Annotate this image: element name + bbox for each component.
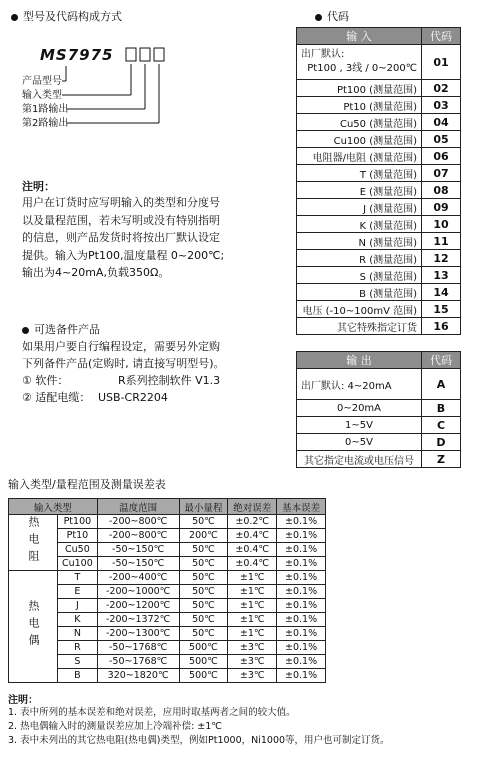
bullet-icon	[315, 14, 322, 21]
input-label: N (测量范围)	[297, 233, 422, 250]
model-label: 第1路输出	[22, 104, 69, 115]
input-code: 14	[422, 284, 461, 301]
output-row	[297, 417, 461, 434]
error-cell: ±3℃	[228, 641, 277, 655]
input-code: 11	[422, 233, 461, 250]
error-cell: 50℃	[179, 585, 228, 599]
output-row	[297, 434, 461, 451]
input-row	[297, 233, 461, 250]
input-code: 03	[422, 97, 461, 114]
error-table-title: 输入类型/量程范围及测量误差表	[8, 478, 166, 491]
output-code: C	[422, 417, 461, 434]
input-code: 08	[422, 182, 461, 199]
error-cell: ±0.1%	[277, 529, 326, 543]
input-row	[297, 165, 461, 182]
output-row	[297, 400, 461, 417]
note-line: 提供。输入为Pt100,温度量程 0~200℃;	[22, 248, 225, 262]
error-table	[8, 498, 326, 683]
error-cell: ±0.4℃	[228, 529, 277, 543]
input-row	[297, 267, 461, 284]
error-cell: 500℃	[179, 641, 228, 655]
error-cell: ±1℃	[228, 571, 277, 585]
input-label: 电阻器/电阻 (测量范围)	[297, 148, 422, 165]
error-cell: -50~1768℃	[97, 655, 179, 669]
input-code: 07	[422, 165, 461, 182]
error-cell: B	[58, 669, 98, 683]
error-cell: ±0.4℃	[228, 557, 277, 571]
output-code: D	[422, 434, 461, 451]
input-row	[297, 114, 461, 131]
error-cell: -200~1372℃	[97, 613, 179, 627]
output-label: 0~5V	[297, 434, 422, 451]
input-label: E (测量范围)	[297, 182, 422, 199]
error-cell: Pt10	[58, 529, 98, 543]
error-cell: 50℃	[179, 599, 228, 613]
input-code: 16	[422, 318, 461, 335]
error-group-label: 热电阻	[9, 515, 58, 571]
note-line: 的信息，则产品发货时将按出厂默认设定	[22, 231, 220, 244]
output-label: 0~20mA	[297, 400, 422, 417]
error-cell: ±0.1%	[277, 543, 326, 557]
error-cell: ±0.1%	[277, 627, 326, 641]
output-label: 1~5V	[297, 417, 422, 434]
input-row	[297, 318, 461, 335]
output-code: Z	[422, 451, 461, 468]
error-header: 输入类型	[9, 499, 98, 515]
error-cell: ±0.2℃	[228, 515, 277, 529]
input-header: 输 入	[297, 28, 422, 45]
error-cell: 50℃	[179, 543, 228, 557]
model-label: 第2路输出	[22, 118, 69, 129]
note-line: 用户在订货时应写明输入的类型和分度号	[22, 196, 220, 209]
footnote-line: 3. 表中未列出的其它热电阻(热电偶)类型，例如Pt1000，Ni1000等，用户也可制定订货。	[8, 735, 390, 746]
options-line: 如果用户要自行编程设定，需要另外定购	[22, 340, 220, 353]
input-default: 出厂默认: Pt100 , 3线 / 0~200℃	[297, 45, 422, 80]
input-code: 04	[422, 114, 461, 131]
code-heading: 代码	[315, 8, 349, 24]
error-cell: 50℃	[179, 627, 228, 641]
error-header: 基本误差	[277, 499, 326, 515]
option-item: ① 软件： R系列控制软件 V1.3	[22, 374, 221, 387]
footnote-body	[8, 706, 390, 748]
error-cell: ±1℃	[228, 613, 277, 627]
code-box-1	[126, 48, 136, 61]
output-row	[297, 451, 461, 468]
error-cell: R	[58, 641, 98, 655]
error-cell: -50~150℃	[97, 557, 179, 571]
input-row	[297, 80, 461, 97]
option-item: ② 适配电缆： USB-CR2204	[22, 391, 168, 404]
error-cell: ±0.1%	[277, 655, 326, 669]
input-row	[297, 250, 461, 267]
input-row	[297, 199, 461, 216]
input-code: 06	[422, 148, 461, 165]
footnote-line: 1. 表中所列的基本误差和绝对误差，应用时取基两者之间的较大值。	[8, 707, 296, 718]
error-cell: ±0.1%	[277, 599, 326, 613]
input-code: 05	[422, 131, 461, 148]
error-header: 绝对误差	[228, 499, 277, 515]
error-cell: Cu100	[58, 557, 98, 571]
error-cell: ±0.1%	[277, 515, 326, 529]
code-header: 代码	[422, 352, 461, 369]
error-cell: -50~1768℃	[97, 641, 179, 655]
options-line: 下列备件产品(定购时, 请直接写明型号)。	[22, 357, 225, 370]
error-cell: ±3℃	[228, 669, 277, 683]
model-label: 输入类型	[22, 90, 62, 101]
input-default-code: 01	[422, 45, 461, 80]
input-label: R (测量范围)	[297, 250, 422, 267]
error-cell: -200~1200℃	[97, 599, 179, 613]
options-body	[22, 338, 225, 406]
input-row	[297, 131, 461, 148]
error-cell: -200~800℃	[97, 515, 179, 529]
error-cell: ±0.1%	[277, 641, 326, 655]
output-label: 其它指定电流或电压信号	[297, 451, 422, 468]
model-label: 产品型号	[22, 76, 62, 87]
error-cell: K	[58, 613, 98, 627]
error-cell: ±0.1%	[277, 557, 326, 571]
code-box-3	[154, 48, 164, 61]
error-cell: 200℃	[179, 529, 228, 543]
error-cell: ±1℃	[228, 627, 277, 641]
error-cell: ±3℃	[228, 655, 277, 669]
error-cell: ±0.1%	[277, 585, 326, 599]
code-header: 代码	[422, 28, 461, 45]
error-cell: -200~800℃	[97, 529, 179, 543]
input-label: 电压 (-10~100mV 范围)	[297, 301, 422, 318]
note-title: 注明：	[22, 180, 55, 193]
input-row	[297, 97, 461, 114]
input-code: 09	[422, 199, 461, 216]
input-code-table	[296, 27, 461, 335]
error-cell: ±0.1%	[277, 669, 326, 683]
note-line: 输出为4~20mA,负载350Ω。	[22, 266, 170, 279]
input-label: Pt10 (测量范围)	[297, 97, 422, 114]
error-cell: J	[58, 599, 98, 613]
error-cell: Pt100	[58, 515, 98, 529]
model-labels	[22, 75, 68, 131]
error-cell: -200~1000℃	[97, 585, 179, 599]
output-default: 出厂默认: 4~20mA	[297, 369, 422, 400]
error-group-label: 热电偶	[9, 571, 58, 683]
note-body	[22, 194, 224, 282]
error-header: 温度范围	[97, 499, 179, 515]
error-header: 最小量程	[179, 499, 228, 515]
error-cell: 50℃	[179, 613, 228, 627]
error-cell: 320~1820℃	[97, 669, 179, 683]
model-code: MS7975	[40, 46, 114, 64]
error-cell: ±1℃	[228, 585, 277, 599]
error-cell: Cu50	[58, 543, 98, 557]
error-cell: 50℃	[179, 571, 228, 585]
output-code: B	[422, 400, 461, 417]
input-label: Pt100 (测量范围)	[297, 80, 422, 97]
input-row	[297, 216, 461, 233]
input-label: 其它特殊指定订货	[297, 318, 422, 335]
error-row	[9, 515, 326, 529]
footnote-title: 注明：	[8, 695, 38, 706]
input-code: 12	[422, 250, 461, 267]
error-cell: -200~1300℃	[97, 627, 179, 641]
error-cell: S	[58, 655, 98, 669]
input-label: T (测量范围)	[297, 165, 422, 182]
note-line: 以及量程范围，若未写明或没有特别指明	[22, 213, 220, 227]
input-row	[297, 301, 461, 318]
input-label: J (测量范围)	[297, 199, 422, 216]
error-cell: ±0.1%	[277, 571, 326, 585]
input-code: 10	[422, 216, 461, 233]
output-default-code: A	[422, 369, 461, 400]
input-label: B (测量范围)	[297, 284, 422, 301]
bullet-icon	[22, 327, 29, 334]
error-row	[9, 571, 326, 585]
input-label: S (测量范围)	[297, 267, 422, 284]
input-label: Cu50 (测量范围)	[297, 114, 422, 131]
error-cell: -200~400℃	[97, 571, 179, 585]
input-row	[297, 182, 461, 199]
input-row	[297, 148, 461, 165]
options-heading: 可选备件产品	[22, 321, 100, 337]
error-cell: 50℃	[179, 557, 228, 571]
model-heading: 型号及代码构成方式	[11, 8, 122, 24]
error-cell: 500℃	[179, 655, 228, 669]
error-cell: ±0.4℃	[228, 543, 277, 557]
input-code: 13	[422, 267, 461, 284]
input-label: Cu100 (测量范围)	[297, 131, 422, 148]
output-header: 输 出	[297, 352, 422, 369]
output-code-table	[296, 351, 461, 468]
input-code: 02	[422, 80, 461, 97]
error-cell: N	[58, 627, 98, 641]
footnote-line: 2. 热电偶输入时的测量误差应加上冷端补偿: ±1℃	[8, 721, 222, 732]
error-cell: E	[58, 585, 98, 599]
input-row	[297, 284, 461, 301]
error-cell: 50℃	[179, 515, 228, 529]
error-cell: T	[58, 571, 98, 585]
error-cell: ±1℃	[228, 599, 277, 613]
error-cell: 500℃	[179, 669, 228, 683]
input-code: 15	[422, 301, 461, 318]
error-cell: ±0.1%	[277, 613, 326, 627]
code-box-2	[140, 48, 150, 61]
error-cell: -50~150℃	[97, 543, 179, 557]
input-label: K (测量范围)	[297, 216, 422, 233]
